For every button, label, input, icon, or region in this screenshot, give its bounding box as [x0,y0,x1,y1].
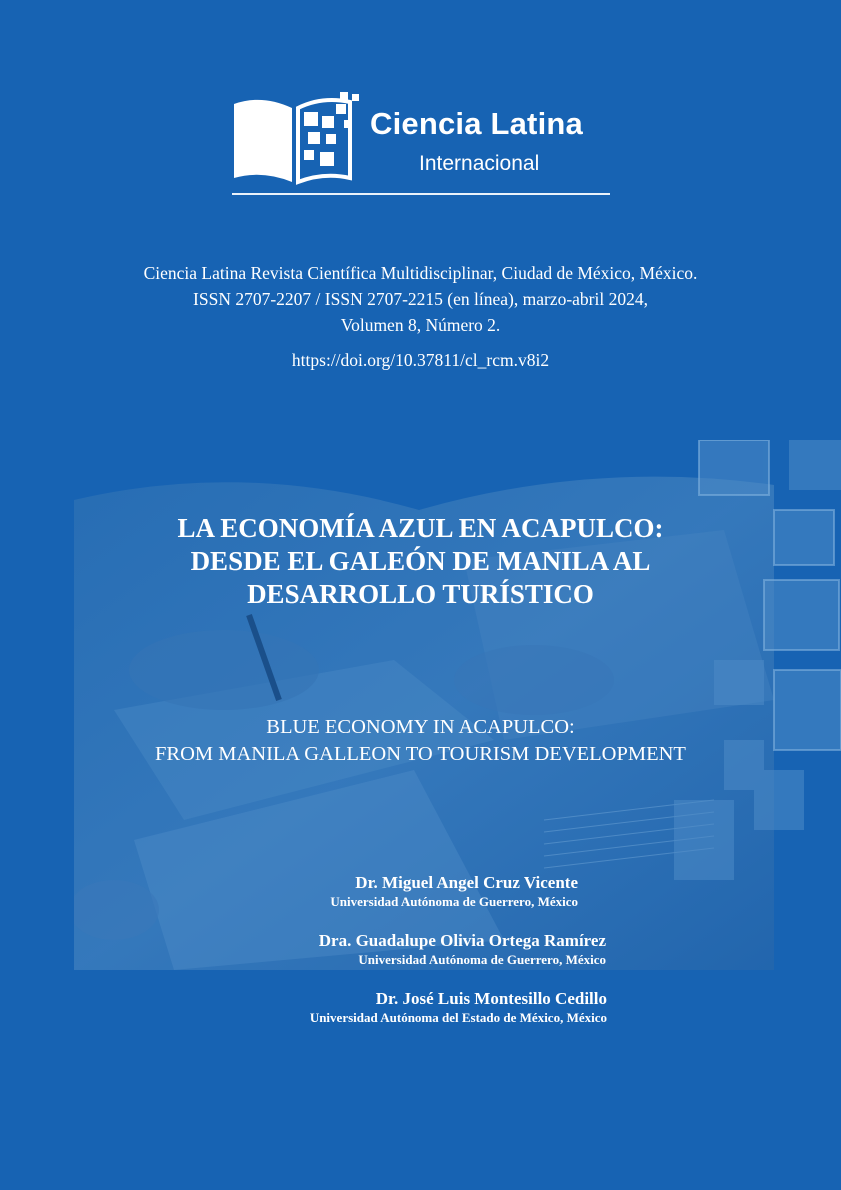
title-en-line-1: BLUE ECONOMY IN ACAPULCO: [266,716,575,738]
author-3 [310,989,607,1026]
author-affiliation: Universidad Autónoma de Guerrero, México [330,894,578,909]
journal-info [0,260,841,338]
author-affiliation: Universidad Autónoma del Estado de México, México [309,1010,607,1025]
author-2 [319,931,606,968]
title-es-line-3: DESARROLLO TURÍSTICO [247,579,594,609]
open-book-icon [232,90,360,186]
title-spanish [0,512,841,611]
journal-line-1: Ciencia Latina Revista Científica Multidisciplinar, Ciudad de México, México. [143,263,698,283]
journal-logo [232,90,612,200]
doi-link[interactable]: https://doi.org/10.37811/cl_rcm.v8i2 [291,350,550,370]
author-affiliation: Universidad Autónoma de Guerrero, México [358,952,606,967]
title-es-line-2: DESDE EL GALEÓN DE MANILA AL [190,546,651,576]
title-es-line-1: LA ECONOMÍA AZUL EN ACAPULCO: [177,513,664,543]
logo-subtitle: Internacional [419,152,540,175]
author-name: Dr. Miguel Angel Cruz Vicente [355,873,578,892]
author-name: Dr. José Luis Montesillo Cedillo [375,989,607,1008]
logo-name: Ciencia Latina [370,106,583,141]
author-1 [330,873,578,910]
logo-divider [232,193,610,195]
title-english [0,714,841,768]
journal-line-3: Volumen 8, Número 2. [340,315,501,335]
author-name: Dra. Guadalupe Olivia Ortega Ramírez [318,931,606,950]
journal-line-2: ISSN 2707-2207 / ISSN 2707-2215 (en línea), marzo-abril 2024, [193,289,648,309]
title-en-line-2: FROM MANILA GALLEON TO TOURISM DEVELOPMENT [155,743,686,765]
